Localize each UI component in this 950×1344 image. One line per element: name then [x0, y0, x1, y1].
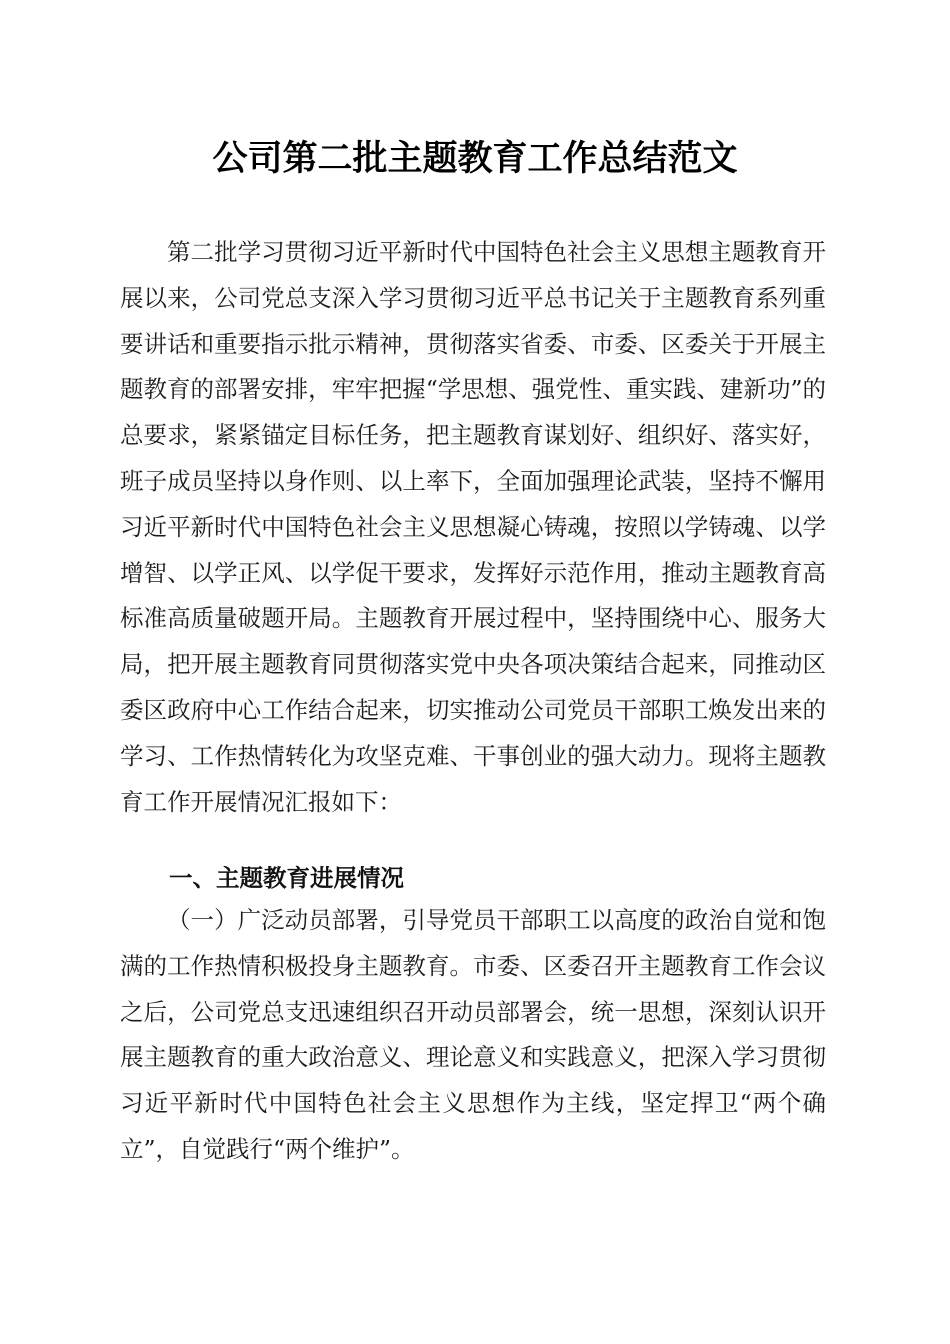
intro-paragraph: 第二批学习贯彻习近平新时代中国特色社会主义思想主题教育开展以来，公司党总支深入学习贯彻习近平总书记关于主题教育系列重要讲话和重要指示批示精神，贯彻落实省委、市委、区委关于开展主题教育的部署安排，牢牢把握“学思想、强党性、重实践、建新功”的总要求，紧紧锚定目标任务，把主题教育谋划好、组织好、落实好，班子成员坚持以身作则、以上率下，全面加强理论武装，坚持不懈用习近平新时代中国特色社会主义思想凝心铸魂，按照以学铸魂、以学增智、以学正风、以学促干要求，发挥好示范作用，推动主题教育高标准高质量破题开局。主题教育开展过程中，坚持围绕中心、服务大局，把开展主题教育同贯彻落实党中央各项决策结合起来，同推动区委区政府中心工作结合起来，切实推动公司党员干部职工焕发出来的学习、工作热情转化为攻坚克难、干事创业的强大动力。现将主题教育工作开展情况汇报如下： [120, 238, 826, 816]
section-paragraph: （一）广泛动员部署，引导党员干部职工以高度的政治自觉和饱满的工作热情积极投身主题教育。市委、区委召开主题教育工作会议之后，公司党总支迅速组织召开动员部署会，统一思想，深刻认识开展主题教育的重大政治意义、理论意义和实践意义，把深入学习贯彻习近平新时代中国特色社会主义思想作为主线，坚定捍卫“两个确立”，自觉践行“两个维护”。 [120, 906, 826, 1163]
section-heading: 一、主题教育进展情况 [169, 864, 404, 892]
document-title: 公司第二批主题教育工作总结范文 [212, 138, 738, 179]
